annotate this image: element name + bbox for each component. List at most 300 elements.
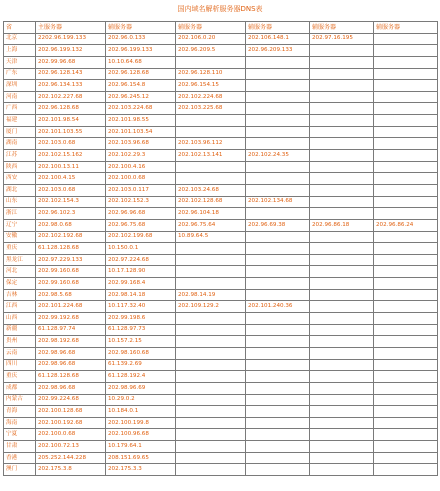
province-cell: 江苏 [4, 150, 36, 162]
secondary-dns-cell [310, 184, 374, 196]
secondary-dns-cell [176, 243, 246, 255]
table-row [4, 417, 438, 429]
primary-dns-cell: 202.99.96.68 [36, 56, 106, 68]
secondary-dns-cell [374, 208, 438, 220]
secondary-dns-cell: 202.96.154.8 [106, 80, 176, 92]
province-cell: 四川 [4, 359, 36, 371]
secondary-dns-cell [374, 359, 438, 371]
secondary-dns-cell [246, 464, 310, 476]
primary-dns-cell: 202.100.192.68 [36, 417, 106, 429]
secondary-dns-cell [246, 243, 310, 255]
secondary-dns-cell [374, 80, 438, 92]
secondary-dns-cell: 61.139.2.69 [106, 359, 176, 371]
column-header-secondary: 辅服务器 [246, 22, 310, 34]
primary-dns-cell: 202.96.134.133 [36, 80, 106, 92]
secondary-dns-cell [246, 429, 310, 441]
secondary-dns-cell [374, 126, 438, 138]
province-cell: 厦门 [4, 126, 36, 138]
secondary-dns-cell [246, 173, 310, 185]
primary-dns-cell: 61.128.128.68 [36, 371, 106, 383]
secondary-dns-cell [310, 382, 374, 394]
table-row [4, 324, 438, 336]
secondary-dns-cell [176, 359, 246, 371]
province-cell: 浙江 [4, 208, 36, 220]
primary-dns-cell: 61.128.97.74 [36, 324, 106, 336]
province-cell: 重庆 [4, 243, 36, 255]
secondary-dns-cell: 202.102.134.68 [246, 196, 310, 208]
secondary-dns-cell [176, 126, 246, 138]
province-cell: 山西 [4, 313, 36, 325]
secondary-dns-cell: 202.100.96.68 [106, 429, 176, 441]
primary-dns-cell: 202.96.199.132 [36, 45, 106, 57]
province-cell: 海南 [4, 417, 36, 429]
secondary-dns-cell [374, 56, 438, 68]
table-row [4, 278, 438, 290]
secondary-dns-cell [246, 126, 310, 138]
province-cell: 上海 [4, 45, 36, 57]
secondary-dns-cell: 202.96.154.15 [176, 80, 246, 92]
secondary-dns-cell [310, 406, 374, 418]
secondary-dns-cell: 208.151.69.65 [106, 452, 176, 464]
secondary-dns-cell [176, 371, 246, 383]
province-cell: 香港 [4, 452, 36, 464]
secondary-dns-cell: 202.109.129.2 [176, 301, 246, 313]
province-cell: 贵州 [4, 336, 36, 348]
table-header-row [4, 22, 438, 34]
province-cell: 湖北 [4, 184, 36, 196]
table-row [4, 231, 438, 243]
secondary-dns-cell [246, 254, 310, 266]
secondary-dns-cell [310, 68, 374, 80]
primary-dns-cell: 202.103.0.68 [36, 184, 106, 196]
province-cell: 河北 [4, 266, 36, 278]
secondary-dns-cell [374, 417, 438, 429]
secondary-dns-cell [246, 56, 310, 68]
secondary-dns-cell [374, 184, 438, 196]
secondary-dns-cell [310, 359, 374, 371]
secondary-dns-cell [310, 56, 374, 68]
province-cell: 福建 [4, 115, 36, 127]
province-cell: 新疆 [4, 324, 36, 336]
secondary-dns-cell [246, 231, 310, 243]
province-cell: 江西 [4, 301, 36, 313]
secondary-dns-cell [310, 196, 374, 208]
secondary-dns-cell [176, 266, 246, 278]
secondary-dns-cell: 202.103.224.68 [106, 103, 176, 115]
column-header-secondary: 辅服务器 [176, 22, 246, 34]
table-row [4, 80, 438, 92]
secondary-dns-cell [374, 278, 438, 290]
province-cell: 山东 [4, 196, 36, 208]
province-cell: 深圳 [4, 80, 36, 92]
secondary-dns-cell [374, 161, 438, 173]
secondary-dns-cell [374, 266, 438, 278]
table-row [4, 184, 438, 196]
secondary-dns-cell [246, 441, 310, 453]
province-cell: 广西 [4, 103, 36, 115]
secondary-dns-cell [310, 313, 374, 325]
secondary-dns-cell [310, 464, 374, 476]
table-row [4, 115, 438, 127]
primary-dns-cell: 202.96.128.68 [36, 103, 106, 115]
secondary-dns-cell: 202.97.16.195 [310, 33, 374, 45]
secondary-dns-cell [176, 394, 246, 406]
secondary-dns-cell [374, 289, 438, 301]
secondary-dns-cell: 202.103.225.68 [176, 103, 246, 115]
secondary-dns-cell: 202.103.96.68 [106, 138, 176, 150]
secondary-dns-cell: 202.102.29.3 [106, 150, 176, 162]
primary-dns-cell: 202.100.4.15 [36, 173, 106, 185]
secondary-dns-cell: 202.96.128.68 [106, 68, 176, 80]
secondary-dns-cell: 202.102.152.3 [106, 196, 176, 208]
secondary-dns-cell [374, 254, 438, 266]
province-cell: 陕西 [4, 161, 36, 173]
table-row [4, 266, 438, 278]
secondary-dns-cell [374, 313, 438, 325]
secondary-dns-cell [176, 441, 246, 453]
secondary-dns-cell [176, 161, 246, 173]
primary-dns-cell: 202.103.0.68 [36, 138, 106, 150]
table-row [4, 382, 438, 394]
secondary-dns-cell: 202.100.199.8 [106, 417, 176, 429]
column-header-primary: 主服务器 [36, 22, 106, 34]
primary-dns-cell: 202.96.102.3 [36, 208, 106, 220]
secondary-dns-cell: 202.103.96.112 [176, 138, 246, 150]
primary-dns-cell: 202.100.0.68 [36, 429, 106, 441]
secondary-dns-cell [374, 382, 438, 394]
primary-dns-cell: 202.96.128.143 [36, 68, 106, 80]
primary-dns-cell: 202.98.96.68 [36, 347, 106, 359]
secondary-dns-cell [246, 336, 310, 348]
secondary-dns-cell [374, 336, 438, 348]
table-row [4, 289, 438, 301]
secondary-dns-cell [374, 452, 438, 464]
province-cell: 湖南 [4, 138, 36, 150]
table-row [4, 301, 438, 313]
secondary-dns-cell: 10.157.2.15 [106, 336, 176, 348]
province-cell: 安徽 [4, 231, 36, 243]
primary-dns-cell: 2202.96.199.133 [36, 33, 106, 45]
table-row [4, 173, 438, 185]
secondary-dns-cell: 202.102.224.68 [176, 91, 246, 103]
secondary-dns-cell [310, 150, 374, 162]
secondary-dns-cell [246, 91, 310, 103]
table-body [4, 33, 438, 475]
column-header-secondary: 辅服务器 [374, 22, 438, 34]
secondary-dns-cell: 202.96.75.68 [106, 219, 176, 231]
table-row [4, 254, 438, 266]
table-row [4, 371, 438, 383]
secondary-dns-cell [310, 394, 374, 406]
primary-dns-cell: 202.98.96.68 [36, 382, 106, 394]
secondary-dns-cell [246, 324, 310, 336]
secondary-dns-cell: 202.99.168.4 [106, 278, 176, 290]
secondary-dns-cell [374, 394, 438, 406]
secondary-dns-cell [246, 278, 310, 290]
secondary-dns-cell [246, 208, 310, 220]
column-header-secondary: 辅服务器 [106, 22, 176, 34]
secondary-dns-cell [246, 406, 310, 418]
secondary-dns-cell [176, 278, 246, 290]
secondary-dns-cell [176, 115, 246, 127]
secondary-dns-cell [374, 115, 438, 127]
secondary-dns-cell [374, 441, 438, 453]
secondary-dns-cell [310, 336, 374, 348]
secondary-dns-cell [310, 266, 374, 278]
secondary-dns-cell [310, 301, 374, 313]
secondary-dns-cell: 10.29.0.2 [106, 394, 176, 406]
secondary-dns-cell [176, 313, 246, 325]
secondary-dns-cell [176, 429, 246, 441]
secondary-dns-cell: 202.96.128.110 [176, 68, 246, 80]
primary-dns-cell: 205.252.144.228 [36, 452, 106, 464]
table-row [4, 406, 438, 418]
secondary-dns-cell [246, 289, 310, 301]
primary-dns-cell: 202.99.224.68 [36, 394, 106, 406]
secondary-dns-cell [374, 347, 438, 359]
secondary-dns-cell [310, 91, 374, 103]
primary-dns-cell: 202.101.224.68 [36, 301, 106, 313]
table-row [4, 161, 438, 173]
secondary-dns-cell [176, 254, 246, 266]
secondary-dns-cell [310, 347, 374, 359]
table-row [4, 441, 438, 453]
primary-dns-cell: 202.98.192.68 [36, 336, 106, 348]
secondary-dns-cell [310, 278, 374, 290]
secondary-dns-cell [374, 324, 438, 336]
table-row [4, 313, 438, 325]
secondary-dns-cell [310, 417, 374, 429]
primary-dns-cell: 202.100.72.13 [36, 441, 106, 453]
table-row [4, 33, 438, 45]
secondary-dns-cell [246, 68, 310, 80]
primary-dns-cell: 202.98.96.68 [36, 359, 106, 371]
province-cell: 青海 [4, 406, 36, 418]
secondary-dns-cell: 202.98.160.68 [106, 347, 176, 359]
secondary-dns-cell: 61.128.97.73 [106, 324, 176, 336]
table-row [4, 347, 438, 359]
secondary-dns-cell [310, 126, 374, 138]
secondary-dns-cell [374, 45, 438, 57]
primary-dns-cell: 202.99.160.68 [36, 278, 106, 290]
secondary-dns-cell [374, 301, 438, 313]
secondary-dns-cell: 202.96.86.18 [310, 219, 374, 231]
secondary-dns-cell: 10.89.64.5 [176, 231, 246, 243]
table-row [4, 45, 438, 57]
secondary-dns-cell [246, 371, 310, 383]
secondary-dns-cell: 202.96.75.64 [176, 219, 246, 231]
primary-dns-cell: 202.97.229.133 [36, 254, 106, 266]
province-cell: 天津 [4, 56, 36, 68]
secondary-dns-cell: 202.100.0.68 [106, 173, 176, 185]
province-cell: 河南 [4, 91, 36, 103]
primary-dns-cell: 202.100.13.11 [36, 161, 106, 173]
secondary-dns-cell: 61.128.192.4 [106, 371, 176, 383]
secondary-dns-cell [374, 68, 438, 80]
secondary-dns-cell: 202.97.224.68 [106, 254, 176, 266]
secondary-dns-cell [176, 173, 246, 185]
secondary-dns-cell: 202.96.245.12 [106, 91, 176, 103]
secondary-dns-cell [176, 382, 246, 394]
secondary-dns-cell: 202.106.0.20 [176, 33, 246, 45]
primary-dns-cell: 202.99.160.68 [36, 266, 106, 278]
secondary-dns-cell [246, 359, 310, 371]
secondary-dns-cell: 202.101.240.36 [246, 301, 310, 313]
secondary-dns-cell [176, 452, 246, 464]
secondary-dns-cell: 202.102.13.141 [176, 150, 246, 162]
secondary-dns-cell [310, 452, 374, 464]
secondary-dns-cell: 202.96.104.18 [176, 208, 246, 220]
secondary-dns-cell [246, 382, 310, 394]
table-row [4, 138, 438, 150]
secondary-dns-cell: 202.106.148.1 [246, 33, 310, 45]
secondary-dns-cell [176, 336, 246, 348]
secondary-dns-cell [310, 289, 374, 301]
primary-dns-cell: 202.102.227.68 [36, 91, 106, 103]
secondary-dns-cell: 202.96.69.38 [246, 219, 310, 231]
secondary-dns-cell [374, 150, 438, 162]
secondary-dns-cell: 202.100.4.16 [106, 161, 176, 173]
province-cell: 重庆 [4, 371, 36, 383]
province-cell: 成都 [4, 382, 36, 394]
secondary-dns-cell [176, 406, 246, 418]
secondary-dns-cell [176, 324, 246, 336]
table-row [4, 452, 438, 464]
secondary-dns-cell [374, 138, 438, 150]
dns-table [3, 21, 438, 476]
primary-dns-cell: 61.128.128.68 [36, 243, 106, 255]
secondary-dns-cell [246, 266, 310, 278]
secondary-dns-cell [310, 254, 374, 266]
table-row [4, 68, 438, 80]
column-header-province: 省 [4, 22, 36, 34]
secondary-dns-cell [310, 173, 374, 185]
column-header-secondary: 辅服务器 [310, 22, 374, 34]
secondary-dns-cell [246, 115, 310, 127]
secondary-dns-cell [246, 161, 310, 173]
table-row [4, 359, 438, 371]
table-row [4, 336, 438, 348]
province-cell: 内蒙古 [4, 394, 36, 406]
secondary-dns-cell [374, 91, 438, 103]
province-cell: 澳门 [4, 464, 36, 476]
secondary-dns-cell: 202.96.209.133 [246, 45, 310, 57]
secondary-dns-cell: 10.10.64.68 [106, 56, 176, 68]
secondary-dns-cell [374, 429, 438, 441]
secondary-dns-cell: 10.184.0.1 [106, 406, 176, 418]
secondary-dns-cell [310, 161, 374, 173]
table-row [4, 196, 438, 208]
secondary-dns-cell [176, 417, 246, 429]
secondary-dns-cell: 10.117.32.40 [106, 301, 176, 313]
table-row [4, 429, 438, 441]
province-cell: 黑龙江 [4, 254, 36, 266]
primary-dns-cell: 202.99.192.68 [36, 313, 106, 325]
secondary-dns-cell: 202.96.0.133 [106, 33, 176, 45]
primary-dns-cell: 202.102.192.68 [36, 231, 106, 243]
secondary-dns-cell [176, 464, 246, 476]
secondary-dns-cell: 202.98.14.19 [176, 289, 246, 301]
secondary-dns-cell [246, 394, 310, 406]
secondary-dns-cell: 10.179.64.1 [106, 441, 176, 453]
primary-dns-cell: 202.101.98.54 [36, 115, 106, 127]
secondary-dns-cell [310, 231, 374, 243]
province-cell: 宁夏 [4, 429, 36, 441]
secondary-dns-cell: 202.175.3.3 [106, 464, 176, 476]
secondary-dns-cell [374, 406, 438, 418]
province-cell: 北京 [4, 33, 36, 45]
secondary-dns-cell: 202.99.198.6 [106, 313, 176, 325]
secondary-dns-cell: 202.102.24.35 [246, 150, 310, 162]
table-row [4, 126, 438, 138]
secondary-dns-cell: 202.102.128.68 [176, 196, 246, 208]
secondary-dns-cell [374, 33, 438, 45]
secondary-dns-cell [246, 313, 310, 325]
secondary-dns-cell [374, 243, 438, 255]
secondary-dns-cell [246, 103, 310, 115]
secondary-dns-cell [246, 184, 310, 196]
secondary-dns-cell [310, 208, 374, 220]
secondary-dns-cell [310, 115, 374, 127]
primary-dns-cell: 202.102.15.162 [36, 150, 106, 162]
primary-dns-cell: 202.100.128.68 [36, 406, 106, 418]
province-cell: 云南 [4, 347, 36, 359]
secondary-dns-cell [310, 371, 374, 383]
province-cell: 吉林 [4, 289, 36, 301]
secondary-dns-cell [310, 429, 374, 441]
page-title: 国内域名解析服务器DNS表 [177, 5, 263, 13]
secondary-dns-cell [176, 56, 246, 68]
secondary-dns-cell [374, 196, 438, 208]
secondary-dns-cell: 202.96.209.5 [176, 45, 246, 57]
secondary-dns-cell: 202.101.103.54 [106, 126, 176, 138]
table-row [4, 103, 438, 115]
secondary-dns-cell: 202.102.199.68 [106, 231, 176, 243]
table-row [4, 394, 438, 406]
province-cell: 甘肃 [4, 441, 36, 453]
province-cell: 西安 [4, 173, 36, 185]
province-cell: 广东 [4, 68, 36, 80]
province-cell: 保定 [4, 278, 36, 290]
secondary-dns-cell [310, 243, 374, 255]
secondary-dns-cell: 10.17.128.90 [106, 266, 176, 278]
secondary-dns-cell [246, 80, 310, 92]
secondary-dns-cell [374, 371, 438, 383]
secondary-dns-cell [310, 80, 374, 92]
primary-dns-cell: 202.98.0.68 [36, 219, 106, 231]
secondary-dns-cell [374, 231, 438, 243]
secondary-dns-cell: 202.101.98.55 [106, 115, 176, 127]
secondary-dns-cell [374, 464, 438, 476]
secondary-dns-cell [310, 441, 374, 453]
secondary-dns-cell: 202.96.199.133 [106, 45, 176, 57]
table-row [4, 243, 438, 255]
secondary-dns-cell: 202.103.24.68 [176, 184, 246, 196]
secondary-dns-cell [246, 452, 310, 464]
province-cell: 辽宁 [4, 219, 36, 231]
secondary-dns-cell: 202.103.0.117 [106, 184, 176, 196]
secondary-dns-cell: 202.96.86.24 [374, 219, 438, 231]
secondary-dns-cell [310, 103, 374, 115]
secondary-dns-cell: 202.98.14.18 [106, 289, 176, 301]
secondary-dns-cell: 202.96.96.68 [106, 208, 176, 220]
table-row [4, 56, 438, 68]
secondary-dns-cell [246, 138, 310, 150]
secondary-dns-cell [246, 417, 310, 429]
secondary-dns-cell [374, 103, 438, 115]
secondary-dns-cell: 10.150.0.1 [106, 243, 176, 255]
secondary-dns-cell [246, 347, 310, 359]
